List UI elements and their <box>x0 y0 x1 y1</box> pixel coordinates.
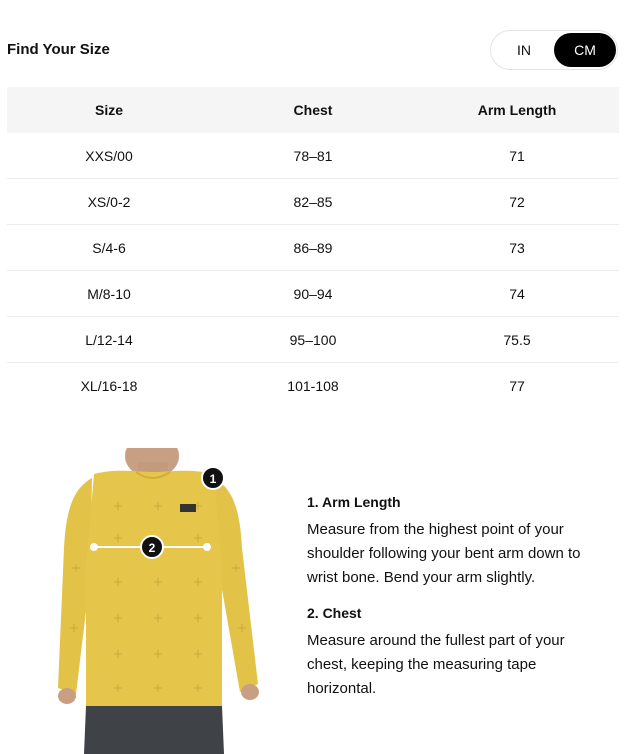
size-cell: XS/0-2 <box>87 193 131 210</box>
arm-length-cell: 71 <box>509 147 525 164</box>
measurement-figure <box>56 448 264 754</box>
instruction-text: Measure from the highest point of your shoulder following your bent arm down to wrist bone. Bend your arm slightly. <box>307 521 581 586</box>
column-header-chest: Chest <box>293 102 333 118</box>
size-cell: L/12-14 <box>85 331 133 348</box>
chest-cell: 78–81 <box>293 147 333 164</box>
size-guide-header <box>0 30 628 70</box>
table-row <box>7 179 619 225</box>
instruction-chest <box>307 605 607 701</box>
size-cell: M/8-10 <box>87 285 131 302</box>
marker-chest-label: 2 <box>148 541 156 555</box>
arm-length-cell: 75.5 <box>503 331 531 348</box>
column-header-size: Size <box>94 102 123 118</box>
model-pants <box>84 706 224 754</box>
size-cell: XXS/00 <box>85 147 133 164</box>
instruction-heading: 1. Arm Length <box>307 494 401 510</box>
size-table <box>7 87 619 409</box>
unit-option-in[interactable]: IN <box>517 42 531 58</box>
instruction-heading: 2. Chest <box>307 605 362 621</box>
table-row <box>7 317 619 363</box>
instruction-text: Measure around the fullest part of your chest, keeping the measuring tape horizontal. <box>307 632 565 697</box>
table-row <box>7 271 619 317</box>
chest-cell: 101-108 <box>287 378 339 394</box>
marker-arm-length-label: 1 <box>209 472 217 486</box>
chest-measure-left-end <box>90 543 98 551</box>
chest-cell: 95–100 <box>289 331 337 348</box>
unit-toggle[interactable] <box>490 30 618 70</box>
chest-measure-right-end <box>203 543 211 551</box>
column-header-arm-length: Arm Length <box>477 102 557 118</box>
size-cell: XL/16-18 <box>80 378 138 394</box>
arm-length-cell: 77 <box>509 378 525 394</box>
arm-length-cell: 74 <box>509 285 525 302</box>
table-header <box>7 87 619 133</box>
chest-cell: 82–85 <box>293 193 333 210</box>
table-row <box>7 133 619 179</box>
chest-cell: 90–94 <box>293 285 333 302</box>
left-hand <box>58 688 76 704</box>
brand-patch <box>180 504 196 512</box>
size-cell: S/4-6 <box>92 239 126 256</box>
chest-cell: 86–89 <box>293 239 333 256</box>
instruction-arm-length <box>307 494 607 590</box>
model-illustration <box>56 448 264 754</box>
page-title: Find Your Size <box>7 41 110 58</box>
table-row <box>7 225 619 271</box>
arm-length-cell: 73 <box>509 239 525 256</box>
table-row <box>7 363 619 409</box>
unit-option-cm[interactable]: CM <box>554 33 616 67</box>
measurement-instructions <box>307 494 607 701</box>
right-hand <box>241 684 259 700</box>
arm-length-cell: 72 <box>509 193 525 210</box>
